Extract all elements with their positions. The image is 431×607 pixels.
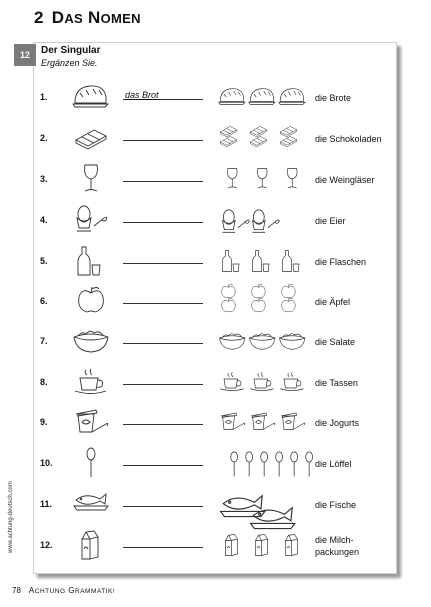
answer-blank[interactable] — [123, 343, 203, 344]
apple-icon — [278, 297, 299, 316]
yogurt-icon — [218, 410, 247, 436]
plural-label: die Salate — [315, 337, 356, 347]
bottle-icon — [72, 245, 110, 282]
wine-glass-icon — [72, 163, 110, 198]
answer-blank[interactable] — [123, 384, 203, 385]
milk-carton-icon — [278, 533, 307, 561]
exercise-row — [0, 283, 431, 323]
chocolate-icon — [248, 132, 269, 150]
chocolate-icon — [72, 122, 110, 155]
milk-carton-icon — [72, 529, 110, 566]
exercise-row — [0, 120, 431, 160]
yogurt-icon — [248, 410, 277, 436]
row-number: 9. — [40, 417, 48, 427]
yogurt-icon — [278, 410, 307, 436]
plural-label: die Löffel — [315, 459, 352, 469]
plural-label: die Flaschen — [315, 257, 367, 267]
plural-label: die Eier — [315, 216, 346, 226]
milk-carton-icon — [218, 533, 247, 561]
plural-label: die Weingläser — [315, 175, 375, 185]
exercise-row — [0, 445, 431, 485]
plural-label: die Fische — [315, 500, 357, 510]
milk-carton-icon — [248, 533, 277, 561]
row-number: 4. — [40, 215, 48, 225]
apple-icon — [218, 297, 239, 316]
row-number: 6. — [40, 296, 48, 306]
side-url: www.achtung-deutsch.com — [8, 481, 14, 553]
row-number: 1. — [40, 92, 48, 102]
row-number: 2. — [40, 133, 48, 143]
bottle-icon — [278, 249, 307, 277]
plural-label: die Brote — [315, 93, 352, 103]
salad-icon — [218, 329, 247, 355]
exercise-number: 12 — [14, 44, 36, 66]
answer-blank[interactable] — [123, 547, 203, 548]
bread-icon — [248, 85, 277, 110]
chapter-heading — [34, 8, 141, 28]
salad-icon — [72, 325, 110, 360]
bread-icon — [278, 85, 307, 110]
bread-icon — [218, 85, 247, 110]
footer — [12, 586, 115, 595]
salad-icon — [248, 329, 277, 355]
cup-icon — [218, 370, 247, 396]
answer-blank[interactable] — [123, 506, 203, 507]
chapter-number: 2 — [34, 8, 44, 27]
row-number: 3. — [40, 174, 48, 184]
answer-blank[interactable] — [123, 424, 203, 425]
apple-icon — [248, 297, 269, 316]
row-number: 8. — [40, 377, 48, 387]
answer-blank[interactable] — [123, 465, 203, 466]
exercise-row — [0, 527, 431, 567]
cup-icon — [248, 370, 277, 396]
wine-glass-icon — [248, 167, 277, 193]
exercise-title: Der Singular — [41, 45, 101, 56]
plural-label: die Schokoladen — [315, 134, 382, 144]
wine-glass-icon — [278, 167, 307, 193]
salad-icon — [278, 329, 307, 355]
fish-icon — [72, 488, 110, 519]
exercise-row — [0, 202, 431, 242]
spoon-icon — [72, 447, 110, 484]
row-number: 7. — [40, 336, 48, 346]
exercise-row — [0, 243, 431, 283]
chocolate-icon — [278, 132, 299, 150]
answer-blank[interactable] — [123, 263, 203, 264]
exercise-instruction: Ergänzen Sie. — [41, 58, 98, 68]
egg-icon — [72, 204, 110, 239]
row-number: 12. — [40, 540, 53, 550]
egg-icon — [248, 208, 282, 240]
exercise-row — [0, 323, 431, 363]
bread-icon — [72, 81, 110, 114]
answer-blank[interactable] — [123, 181, 203, 182]
cup-icon — [72, 366, 110, 401]
footer-title: ACHTUNG GRAMMATIK! — [28, 586, 116, 595]
plural-label: die Äpfel — [315, 297, 351, 307]
exercise-row — [0, 161, 431, 201]
plural-label: die Tassen — [315, 378, 358, 388]
bottle-icon — [218, 249, 247, 277]
example-answer: das Brot — [125, 90, 159, 100]
yogurt-icon — [72, 406, 110, 441]
answer-blank[interactable] — [123, 140, 203, 141]
row-number: 5. — [40, 256, 48, 266]
chapter-title: DAS NOMEN — [51, 8, 141, 27]
plural-label: die Milch- packungen — [315, 535, 360, 557]
wine-glass-icon — [218, 167, 247, 193]
answer-blank[interactable] — [123, 222, 203, 223]
plural-label: die Jogurts — [315, 418, 360, 428]
exercise-row — [0, 404, 431, 444]
chocolate-icon — [218, 132, 239, 150]
bottle-icon — [248, 249, 277, 277]
page-number: 78 — [12, 586, 21, 595]
row-number: 11. — [40, 499, 53, 509]
exercise-row — [0, 364, 431, 404]
cup-icon — [278, 370, 307, 396]
exercise-row — [0, 79, 431, 119]
row-number: 10. — [40, 458, 53, 468]
exercise-row — [0, 486, 431, 526]
apple-icon — [72, 285, 110, 320]
answer-blank[interactable] — [123, 303, 203, 304]
